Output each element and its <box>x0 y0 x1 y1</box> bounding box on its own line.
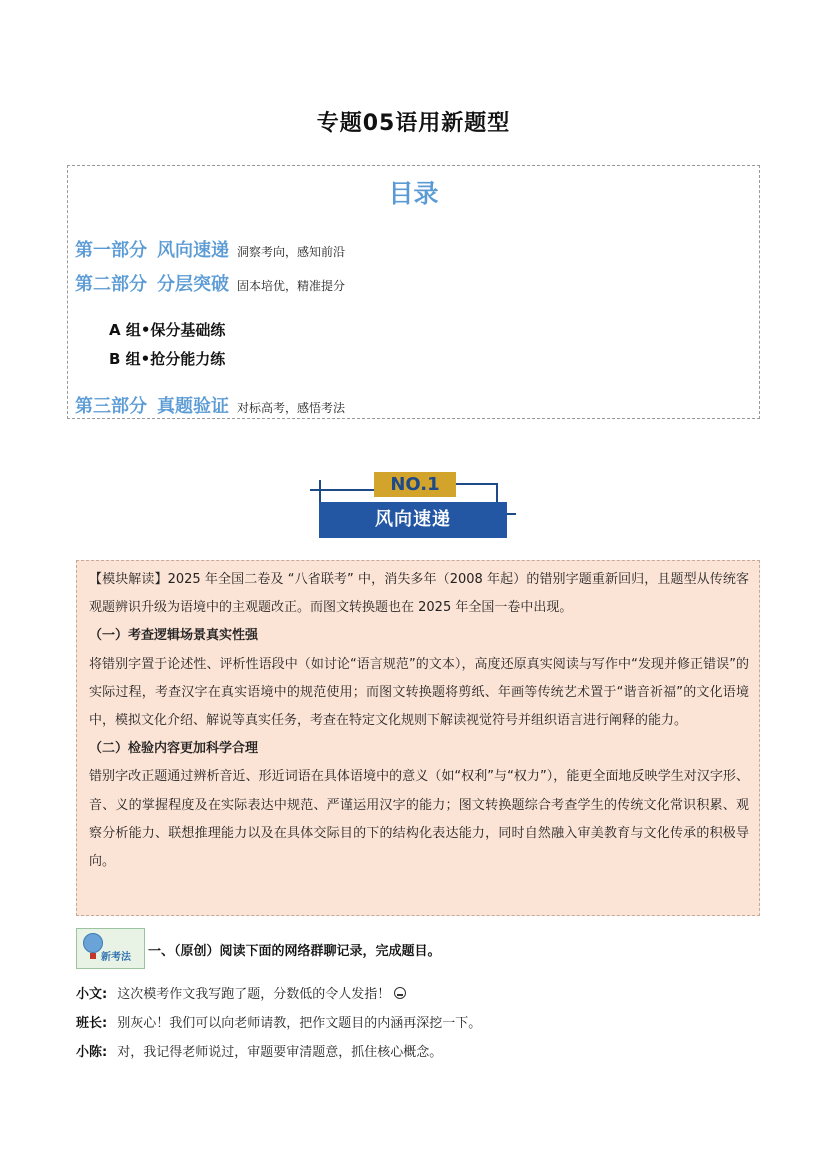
module-analysis-box <box>76 560 760 916</box>
toc-part-label: 第三部分 <box>75 396 147 417</box>
module-paragraph-2: 错别字改正题通过辨析音近、形近词语在具体语境中的意义（如“权利”与“权力”），能更全面地反映学生对汉字形、音、义的掌握程度及在实际表达中规范、严谨运用汉字的能力；图文转换题综合考查学生的传统文化常识积累、观察分析能力、联想推理能力以及在具体交际目的下的结构化表达能力，同时自然融入审美教育与文化传承的积极导向。 <box>89 769 749 870</box>
toc-part-label: 第二部分 <box>75 274 147 295</box>
section-banner <box>310 470 516 544</box>
toc-part-desc: 洞察考向，感知前沿 <box>237 245 346 259</box>
chat-message <box>76 1012 481 1031</box>
banner-line-right-tick <box>506 513 516 515</box>
toc-heading: 目录 <box>388 179 439 208</box>
banner-line-right-vertical <box>496 483 498 503</box>
toc-subitem-b[interactable]: B 组•抢分能力练 <box>109 350 226 368</box>
toc-item-part-2[interactable] <box>75 270 345 296</box>
sad-face-icon <box>394 987 406 999</box>
toc-item-part-3[interactable] <box>75 392 345 418</box>
question-title: 一、（原创）阅读下面的网络群聊记录，完成题目。 <box>148 944 441 959</box>
chat-speaker: 小文: <box>76 987 108 1002</box>
toc-part-name: 分层突破 <box>157 274 229 295</box>
toc-part-label: 第一部分 <box>75 240 147 261</box>
chat-speaker: 小陈: <box>76 1045 108 1060</box>
banner-label: 风向速递 <box>319 502 507 538</box>
table-of-contents <box>67 165 760 419</box>
badge-label: 新考法 <box>101 952 131 963</box>
chat-message <box>76 1041 442 1060</box>
toc-item-part-1[interactable] <box>75 236 345 262</box>
globe-icon <box>83 933 103 953</box>
new-method-badge <box>76 928 145 969</box>
banner-number: NO.1 <box>374 472 456 497</box>
page-title: 专题05语用新题型 <box>316 111 511 136</box>
chat-speaker: 班长: <box>76 1016 108 1031</box>
module-subheading-1: （一）考查逻辑场景真实性强 <box>89 628 259 644</box>
module-paragraph-1: 将错别字置于论述性、评析性语段中（如讨论“语言规范”的文本），高度还原真实阅读与写作中“发现并修正错误”的实际过程，考查汉字在真实语境中的规范使用；而图文转换题将剪纸、年画等传统艺术置于“谐音祈福”的文化语境中，模拟文化介绍、解说等真实任务，考查在特定文化规则下解读视觉符号并组织语言进行阐释的能力。 <box>89 656 749 729</box>
toc-part-name: 真题验证 <box>157 396 229 417</box>
toc-part-desc: 固本培优，精准提分 <box>237 279 346 293</box>
chat-text: 这次模考作文我写跑了题，分数低的令人发指！ <box>117 987 391 1002</box>
chat-text: 别灰心！我们可以向老师请教，把作文题目的内涵再深挖一下。 <box>117 1016 482 1031</box>
toc-part-name: 风向速递 <box>157 240 229 261</box>
chat-text: 对，我记得老师说过，审题要审清题意，抓住核心概念。 <box>117 1045 443 1060</box>
module-subheading-2: （二）检验内容更加科学合理 <box>89 741 259 757</box>
banner-line-left-vertical <box>319 480 321 502</box>
toc-part-desc: 对标高考，感悟考法 <box>237 401 346 415</box>
toc-subitem-a[interactable]: A 组•保分基础练 <box>109 321 226 339</box>
globe-stand <box>90 953 96 959</box>
chat-message <box>76 983 406 1002</box>
banner-line-right <box>456 483 496 485</box>
module-intro: 【模块解读】2025 年全国二卷及 “八省联考” 中，消失多年（2008 年起）的错别字题重新回归，且题型从传统客观题辨识升级为语境中的主观题改正。而图文转换题也在 2025 年全国一卷中出现。 <box>89 572 749 616</box>
